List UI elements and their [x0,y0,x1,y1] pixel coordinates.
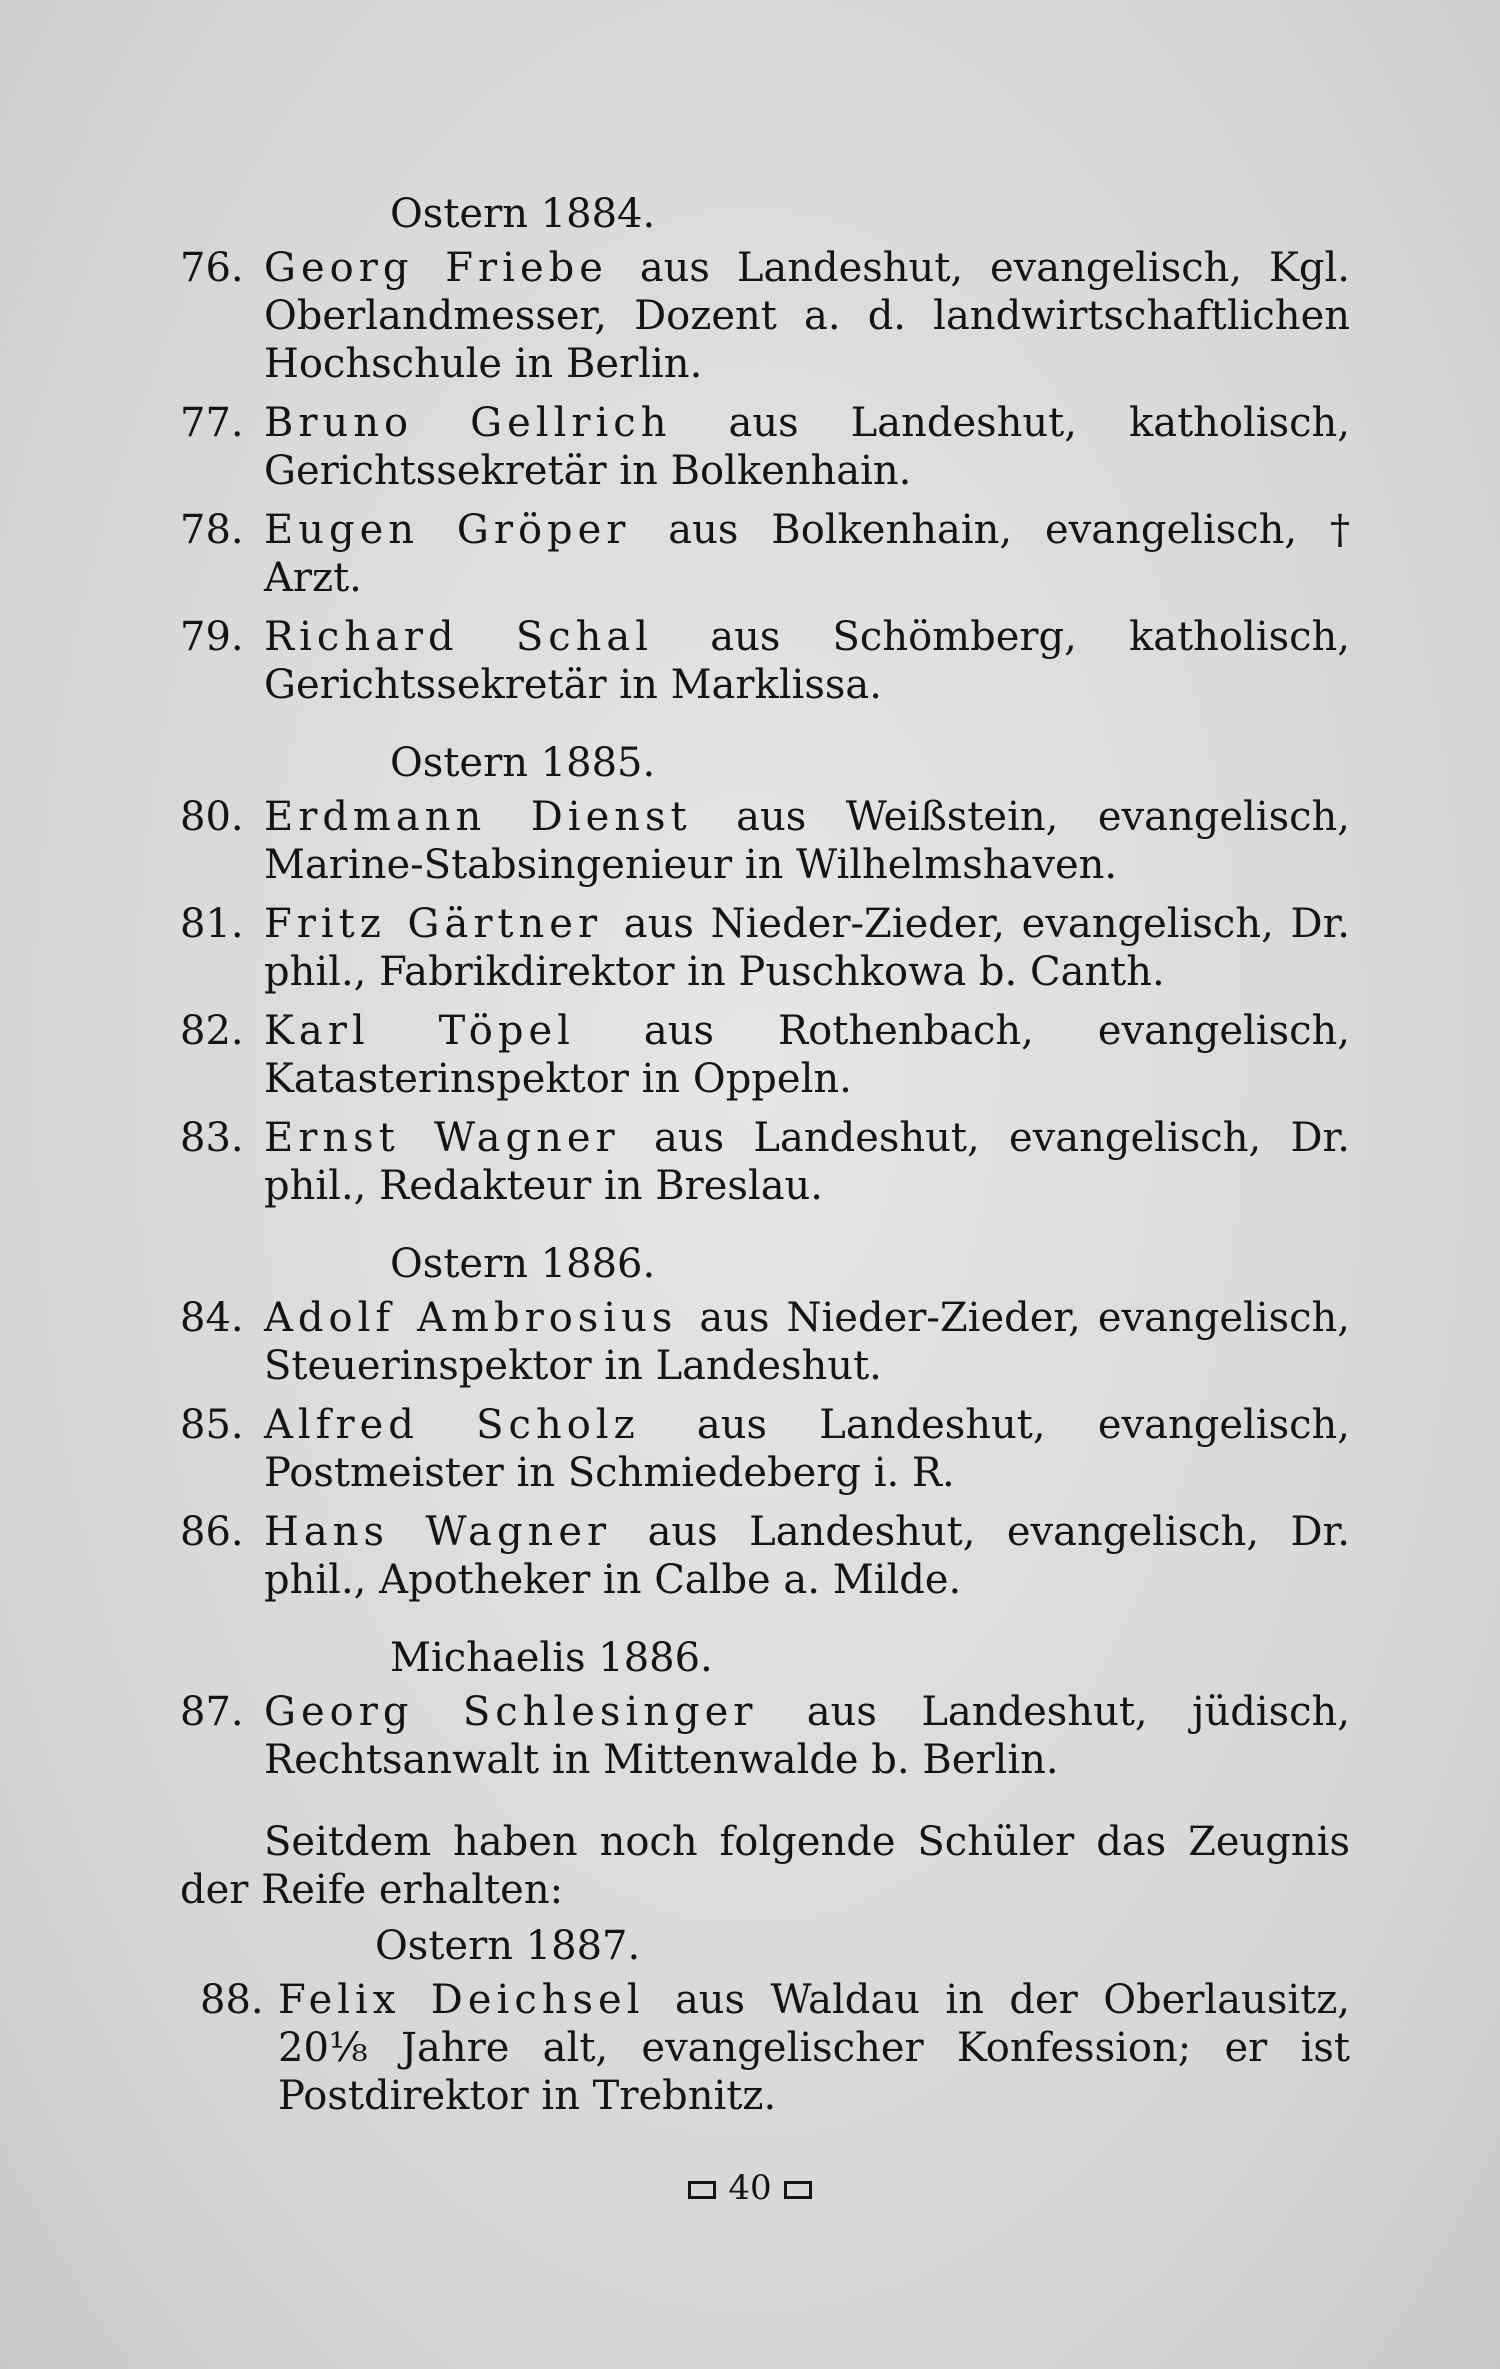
entry-text: aus Schömberg, katholisch, Gerichtssekretär in Marklissa. [264,614,1350,708]
entry-number: 86. [180,1509,244,1555]
entry-number: 84. [180,1295,244,1341]
entry-text: aus Landeshut, evangelisch, Kgl. Oberlandmesser, Dozent a. d. landwirtschaftlichen Hochschule in Berlin. [264,245,1351,387]
entry-number: 77. [180,400,244,446]
entry-number: 83. [180,1115,244,1161]
entry-text: aus Landeshut, katholisch, Gerichtssekretär in Bolkenhain. [264,400,1350,494]
entry-name: Alfred Scholz [264,1402,697,1448]
entry-text: aus Landeshut, evangelisch, Dr. phil., Redakteur in Breslau. [264,1115,1350,1209]
entry-number: 80. [180,794,244,840]
entry-number: 85. [180,1402,244,1448]
entry-text: aus Bolkenhain, evangelisch, † Arzt. [264,507,1351,601]
list-item [180,1114,1350,1210]
page-number: 40 [728,2168,772,2208]
entry-name: Felix Deichsel [278,1977,675,2023]
section-heading: Ostern 1887. [375,1923,641,1969]
list-item [180,244,1350,388]
entry-name: Georg Schlesinger [264,1689,807,1735]
entry-number: 79. [180,614,244,660]
entry-number: 76. [180,245,244,291]
page-footer [0,2168,1500,2208]
entry-name: Erdmann Dienst [264,794,737,840]
entry-number: 78. [180,507,244,553]
list-item [180,613,1350,709]
ornament-box-icon [784,2181,812,2199]
page-content [180,190,1350,2131]
list-item [180,1508,1350,1604]
intro-paragraph: Seitdem haben noch folgende Schüler das Zeugnis der Reife erhalten: [180,1819,1350,1913]
entry-name: Eugen Gröper [264,507,669,553]
list-item [180,1294,1350,1390]
entry-text: aus Landeshut, evangelisch, Dr. phil., Apotheker in Calbe a. Milde. [264,1509,1350,1603]
entry-name: Karl Töpel [264,1008,644,1054]
list-item [180,1976,1350,2120]
entry-number: 82. [180,1008,244,1054]
entry-text: aus Rothenbach, evangelisch, Katasterinspektor in Oppeln. [264,1008,1350,1102]
entry-number: 81. [180,901,244,947]
list-item [180,1688,1350,1784]
ornament-box-icon [688,2181,716,2199]
list-item [180,399,1350,495]
section-heading: Ostern 1885. [390,740,656,786]
section-heading: Ostern 1884. [390,191,656,237]
entry-text: aus Landeshut, jüdisch, Rechtsanwalt in Mittenwalde b. Berlin. [264,1689,1351,1783]
entry-name: Georg Friebe [264,245,640,291]
list-item [180,900,1350,996]
entry-name: Hans Wagner [264,1509,648,1555]
list-item [180,1007,1350,1103]
entry-text: aus Nieder-Zieder, evangelisch, Dr. phil., Fabrikdirektor in Puschkowa b. Canth. [264,901,1351,995]
entry-text: aus Nieder-Zieder, evangelisch, Steuerinspektor in Landeshut. [264,1295,1350,1389]
section-heading: Michaelis 1886. [390,1635,713,1681]
list-item [180,793,1350,889]
entry-name: Bruno Gellrich [264,400,729,446]
entry-name: Ernst Wagner [264,1115,654,1161]
entry-text: aus Weißstein, evangelisch, Marine-Stabsingenieur in Wilhelmshaven. [264,794,1350,888]
list-item [180,506,1350,602]
entry-name: Fritz Gärtner [264,901,624,947]
entry-name: Adolf Ambrosius [264,1295,700,1341]
entry-text: aus Waldau in der Oberlausitz, 20⅛ Jahre alt, evangelischer Konfession; er ist Postdirektor in Trebnitz. [278,1977,1350,2119]
entry-number: 88. [200,1977,264,2023]
list-item [180,1401,1350,1497]
entry-name: Richard Schal [264,614,711,660]
entry-number: 87. [180,1689,244,1735]
entry-text: aus Landeshut, evangelisch, Postmeister in Schmiedeberg i. R. [264,1402,1350,1496]
section-heading: Ostern 1886. [390,1241,656,1287]
